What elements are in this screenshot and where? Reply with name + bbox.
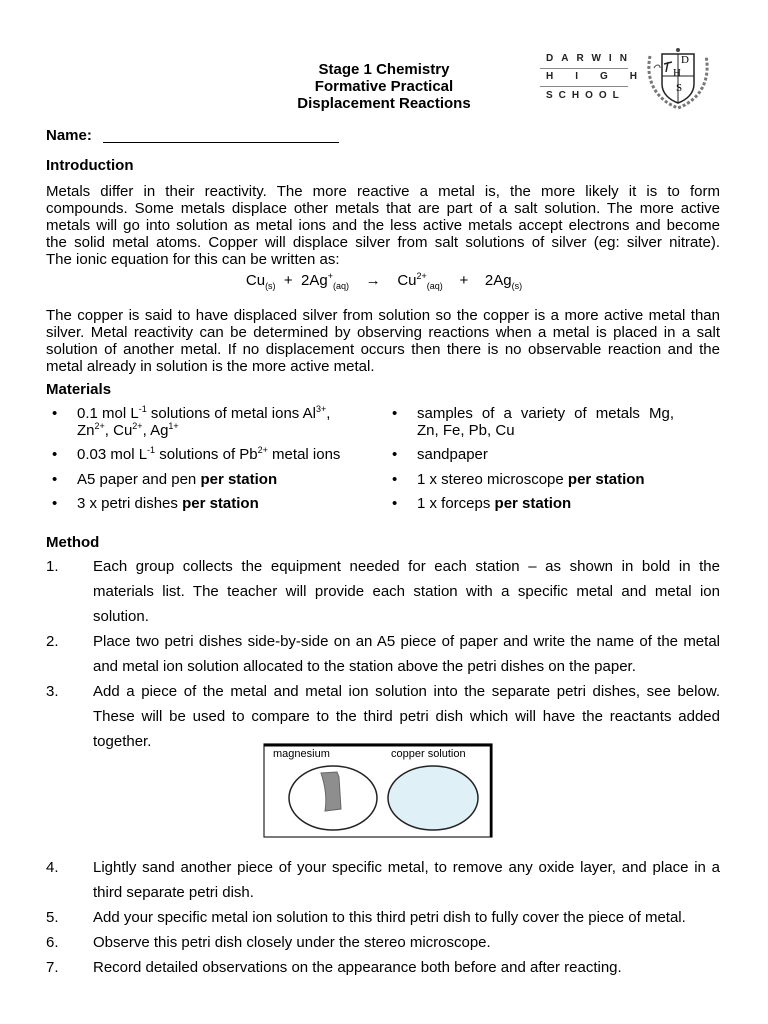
introduction-heading: Introduction (46, 157, 134, 174)
text-line: the solid metal atoms. Copper will displace silver from salt solutions of silver (eg: silver nitrate). (46, 234, 720, 251)
text-line: Metals differ in their reactivity. The more reactive a metal is, the more likely it is to form (46, 183, 720, 200)
name-field[interactable] (103, 142, 339, 143)
method-step-4: 4. Lightly sand another piece of your specific metal, to remove any oxide layer, and place in a third separate petri dish. (46, 859, 720, 901)
name-label: Name: (46, 127, 92, 144)
material-item: • 0.1 mol $L^{-1}$ solutions of metal ions $Al^{3+}$, $Zn^{2+}$, $Cu^{2+}$, $Ag^{1+}$ (52, 404, 331, 439)
material-item: • samples of a variety of metals Mg, Zn, Fe, Pb, Cu (392, 405, 674, 439)
method-heading: Method (46, 534, 100, 551)
material-item: • 3 x petri dishes per station (52, 495, 259, 512)
school-word-school: SCHOOL (546, 90, 625, 101)
text-line: The copper is said to have displaced silver from solution so the copper is a more active metal than (46, 307, 720, 324)
method-step-2: 2. Place two petri dishes side-by-side on an A5 piece of paper and write the name of the metal and metal ion solution allocated to the station above the petri dishes on the paper. (46, 633, 720, 675)
introduction-paragraph-2 (46, 307, 720, 375)
material-item: • sandpaper (392, 446, 488, 463)
petri-dish-diagram (263, 743, 493, 838)
title-line-1: Stage 1 Chemistry (318, 61, 450, 78)
introduction-paragraph-1 (46, 183, 720, 268)
label-copper-solution: copper solution (391, 748, 466, 760)
text-line: compounds. Some metals displace other metals that are part of a salt solution. The more active (46, 200, 720, 217)
material-item: • 0.03 mol $L^{-1}$ solutions of $Pb^{2+}$ metal ions (52, 445, 341, 463)
petri-dish-solution (388, 766, 478, 830)
text-line: solution of another metal. If no displacement occurs then there is no observable reaction and the (46, 341, 720, 358)
material-item: • 1 x forceps per station (392, 495, 572, 512)
method-step-6: 6. Observe this petri dish closely under the stereo microscope. (46, 934, 491, 951)
method-step-5: 5. Add your specific metal ion solution to this third petri dish to fully cover the piece of metal. (46, 909, 686, 926)
method-step-1: 1. Each group collects the equipment needed for each station – as shown in bold in the materials list. The teacher will provide each station with a specific metal and metal ion solution. (46, 558, 720, 625)
title-line-3: Displacement Reactions (297, 95, 471, 112)
text-line: silver. Metal reactivity can be determined by observing reactions when a metal is placed in a salt (46, 324, 720, 341)
method-step-7: 7. Record detailed observations on the appearance both before and after reacting. (46, 959, 622, 976)
ionic-equation: $Cu_{(s)} + 2Ag^+_{(aq)}$ → $Cu^{2+}_{(aq)}$ + $2Ag_{(s)}$ (245, 271, 523, 291)
school-crest-icon: D H S (642, 46, 714, 112)
text-line: metal already in solution is the more active metal. (46, 358, 375, 375)
method-step-3: 3. Add a piece of the metal and metal ion solution into the separate petri dishes, see below. These will be used to compare to the third petri dish which will have the reactants added together. (46, 683, 720, 750)
school-word-darwin: DARWIN (546, 53, 635, 64)
text-line: metals will go into solution as metal ions and the less active metals accept electrons and become (46, 217, 720, 234)
material-item: • A5 paper and pen per station (52, 471, 278, 488)
text-line: The ionic equation for this can be written as: (46, 251, 340, 268)
title-line-2: Formative Practical (314, 78, 454, 95)
school-word-high: HIGH (546, 71, 659, 82)
reaction-arrow-icon: → (365, 272, 381, 289)
materials-heading: Materials (46, 381, 112, 398)
label-magnesium: magnesium (273, 748, 330, 760)
material-item: • 1 x stereo microscope per station (392, 471, 645, 488)
